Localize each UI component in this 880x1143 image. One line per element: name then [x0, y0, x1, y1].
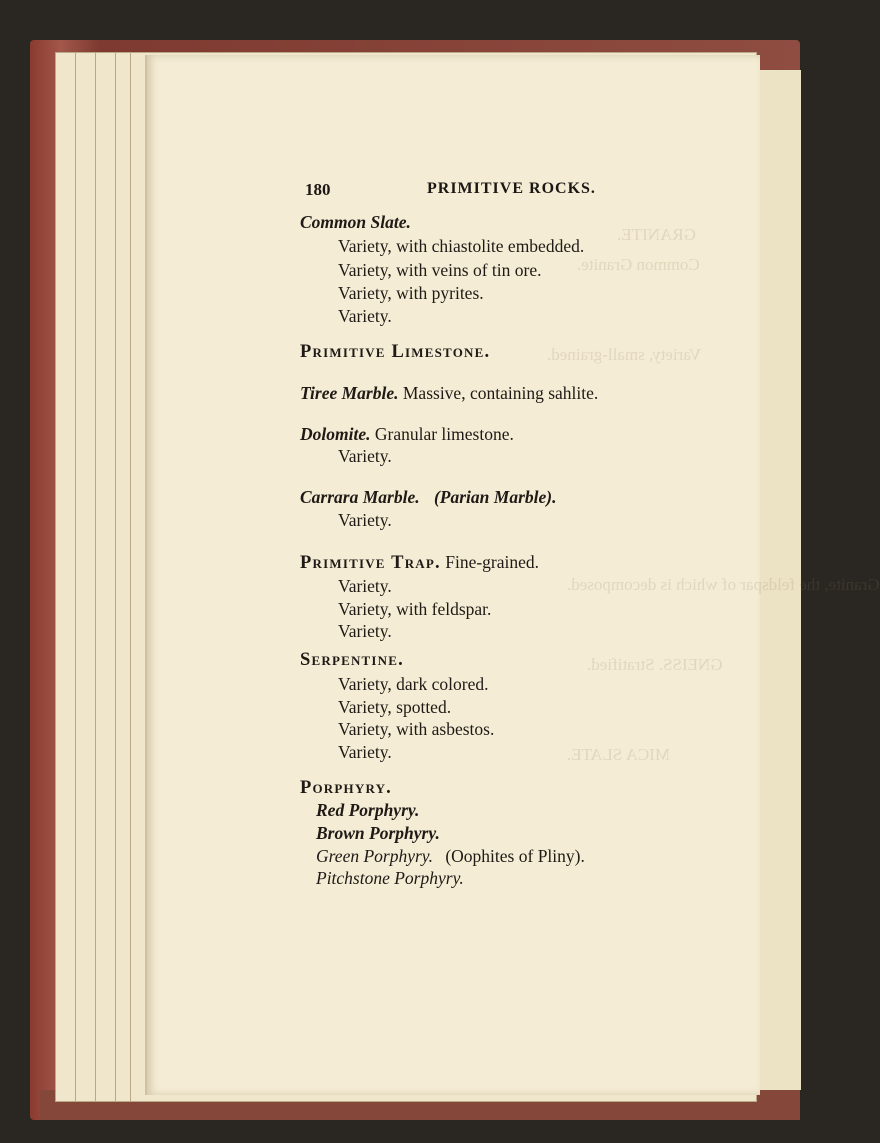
- section-heading-trap: Primitive Trap.: [300, 553, 441, 573]
- page-header: [305, 180, 596, 200]
- entry-name: Green Porphyry.: [316, 846, 433, 866]
- list-item: Variety, spotted.: [338, 697, 452, 717]
- entry-tiree-marble: [300, 383, 598, 404]
- section-heading-serpentine: Serpentine.: [300, 650, 404, 670]
- page-number: 180: [305, 180, 331, 199]
- list-item: Variety, with chiastolite embedded.: [338, 236, 585, 256]
- entry-description: Fine-grained.: [445, 552, 540, 572]
- list-item: Pitchstone Porphyry.: [316, 868, 464, 888]
- list-item: Red Porphyry.: [316, 800, 420, 820]
- list-item: Variety, with asbestos.: [338, 719, 495, 739]
- section-heading-common-slate: Common Slate.: [300, 212, 411, 232]
- list-item: [316, 846, 585, 867]
- entry-name: Dolomite.: [300, 424, 371, 444]
- entry-alt-name: (Parian Marble).: [433, 487, 557, 507]
- list-item: Variety.: [338, 446, 392, 466]
- section-heading-porphyry: Porphyry.: [300, 778, 392, 798]
- entry-name: Carrara Marble.: [300, 487, 420, 507]
- book-page: GRANITE. Common Granite. Variety, small-grained. Granite, the feldspar of which is decomposed. GNEISS. Stratified. MICA SLATE.: [145, 55, 760, 1095]
- section-primitive-trap: [300, 552, 539, 574]
- list-item: Variety.: [338, 742, 392, 762]
- list-item: Variety.: [338, 306, 392, 326]
- entry-note: (Oophites of Pliny).: [445, 846, 585, 866]
- entry-name: Tiree Marble.: [300, 383, 399, 403]
- list-item: Variety, dark colored.: [338, 674, 489, 694]
- entry-dolomite: [300, 424, 514, 445]
- entry-description: Massive, containing sahlite.: [402, 383, 599, 403]
- list-item: Variety.: [338, 576, 392, 596]
- running-title: PRIMITIVE ROCKS.: [427, 180, 596, 197]
- list-item: Variety.: [338, 510, 392, 530]
- list-item: Variety.: [338, 621, 392, 641]
- list-item: Variety, with feldspar.: [338, 599, 492, 619]
- list-item: Brown Porphyry.: [316, 823, 440, 843]
- list-item: Variety, with pyrites.: [338, 283, 484, 303]
- list-item: Variety, with veins of tin ore.: [338, 260, 542, 280]
- entry-carrara-marble: [300, 487, 556, 508]
- entry-description: Granular limestone.: [374, 424, 514, 444]
- section-heading-limestone: Primitive Limestone.: [300, 342, 491, 362]
